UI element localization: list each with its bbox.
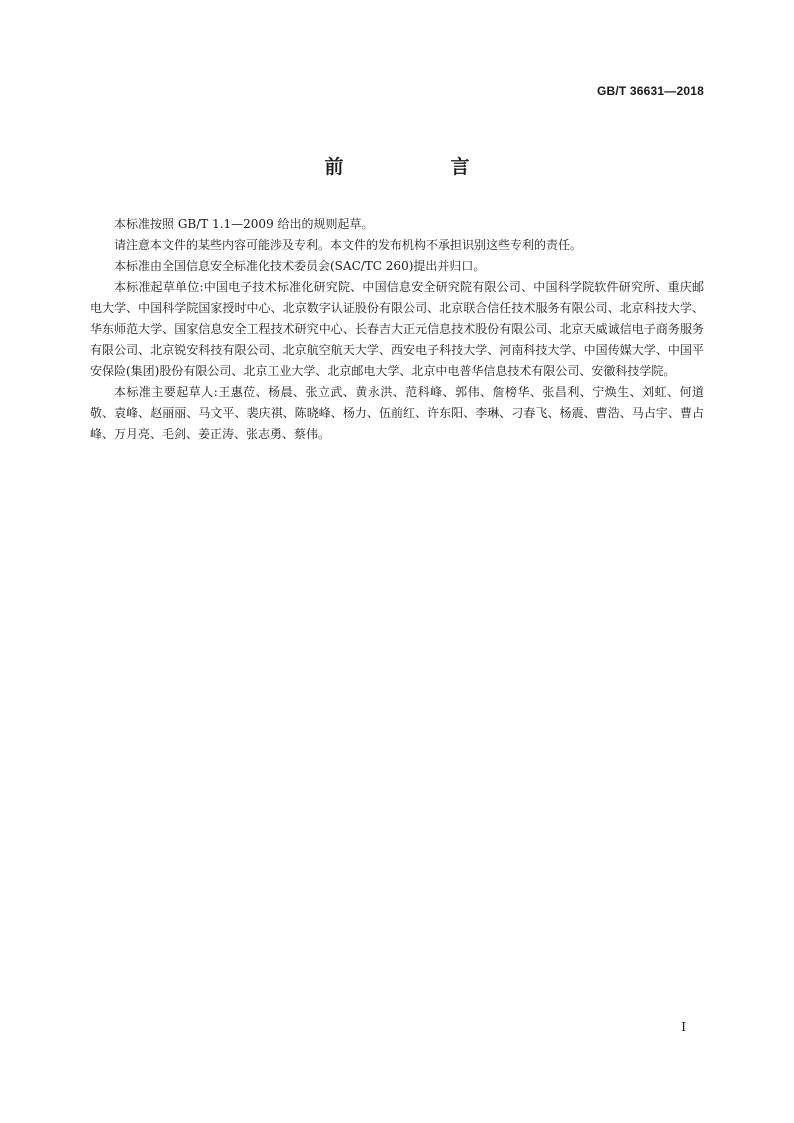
paragraph-drafting-units: 本标准起草单位:中国电子技术标准化研究院、中国信息安全研究院有限公司、中国科学院软件研究所、重庆邮电大学、中国科学院国家授时中心、北京数字认证股份有限公司、北京联合信任技术服务有限公司、北京科技大学、华东师范大学、国家信息安全工程技术研究中心、长春吉大正元信息技术股份有限公司、北京天威诚信电子商务服务有限公司、北京锐安科技有限公司、北京航空航天大学、西安电子科技大学、河南科技大学、中国传媒大学、中国平安保险(集团)股份有限公司、北京工业大学、北京邮电大学、北京中电普华信息技术有限公司、安徽科技学院。 bbox=[90, 280, 704, 378]
paragraph-drafters: 本标准主要起草人:王惠莅、杨晨、张立武、黄永洪、范科峰、郭伟、詹榜华、张昌利、宁焕生、刘虹、何道敬、袁峰、赵丽丽、马文平、裴庆祺、陈晓峰、杨力、伍前红、许东阳、李琳、刁春飞、杨震、曹浩、马占宇、曹占峰、万月亮、毛剑、姜正涛、张志勇、蔡伟。 bbox=[90, 385, 704, 441]
page-number: I bbox=[681, 1020, 686, 1034]
standard-code: GB/T 36631—2018 bbox=[596, 84, 704, 98]
paragraph-drafting-rules: 本标准按照 GB/T 1.1—2009 给出的规则起草。 bbox=[114, 217, 374, 231]
preface-body bbox=[90, 214, 704, 445]
page-title: 前 言 bbox=[324, 156, 514, 178]
paragraph-committee: 本标准由全国信息安全标准化技术委员会(SAC/TC 260)提出并归口。 bbox=[114, 259, 486, 273]
paragraph-patent-notice: 请注意本文件的某些内容可能涉及专利。本文件的发布机构不承担识别这些专利的责任。 bbox=[114, 238, 583, 252]
